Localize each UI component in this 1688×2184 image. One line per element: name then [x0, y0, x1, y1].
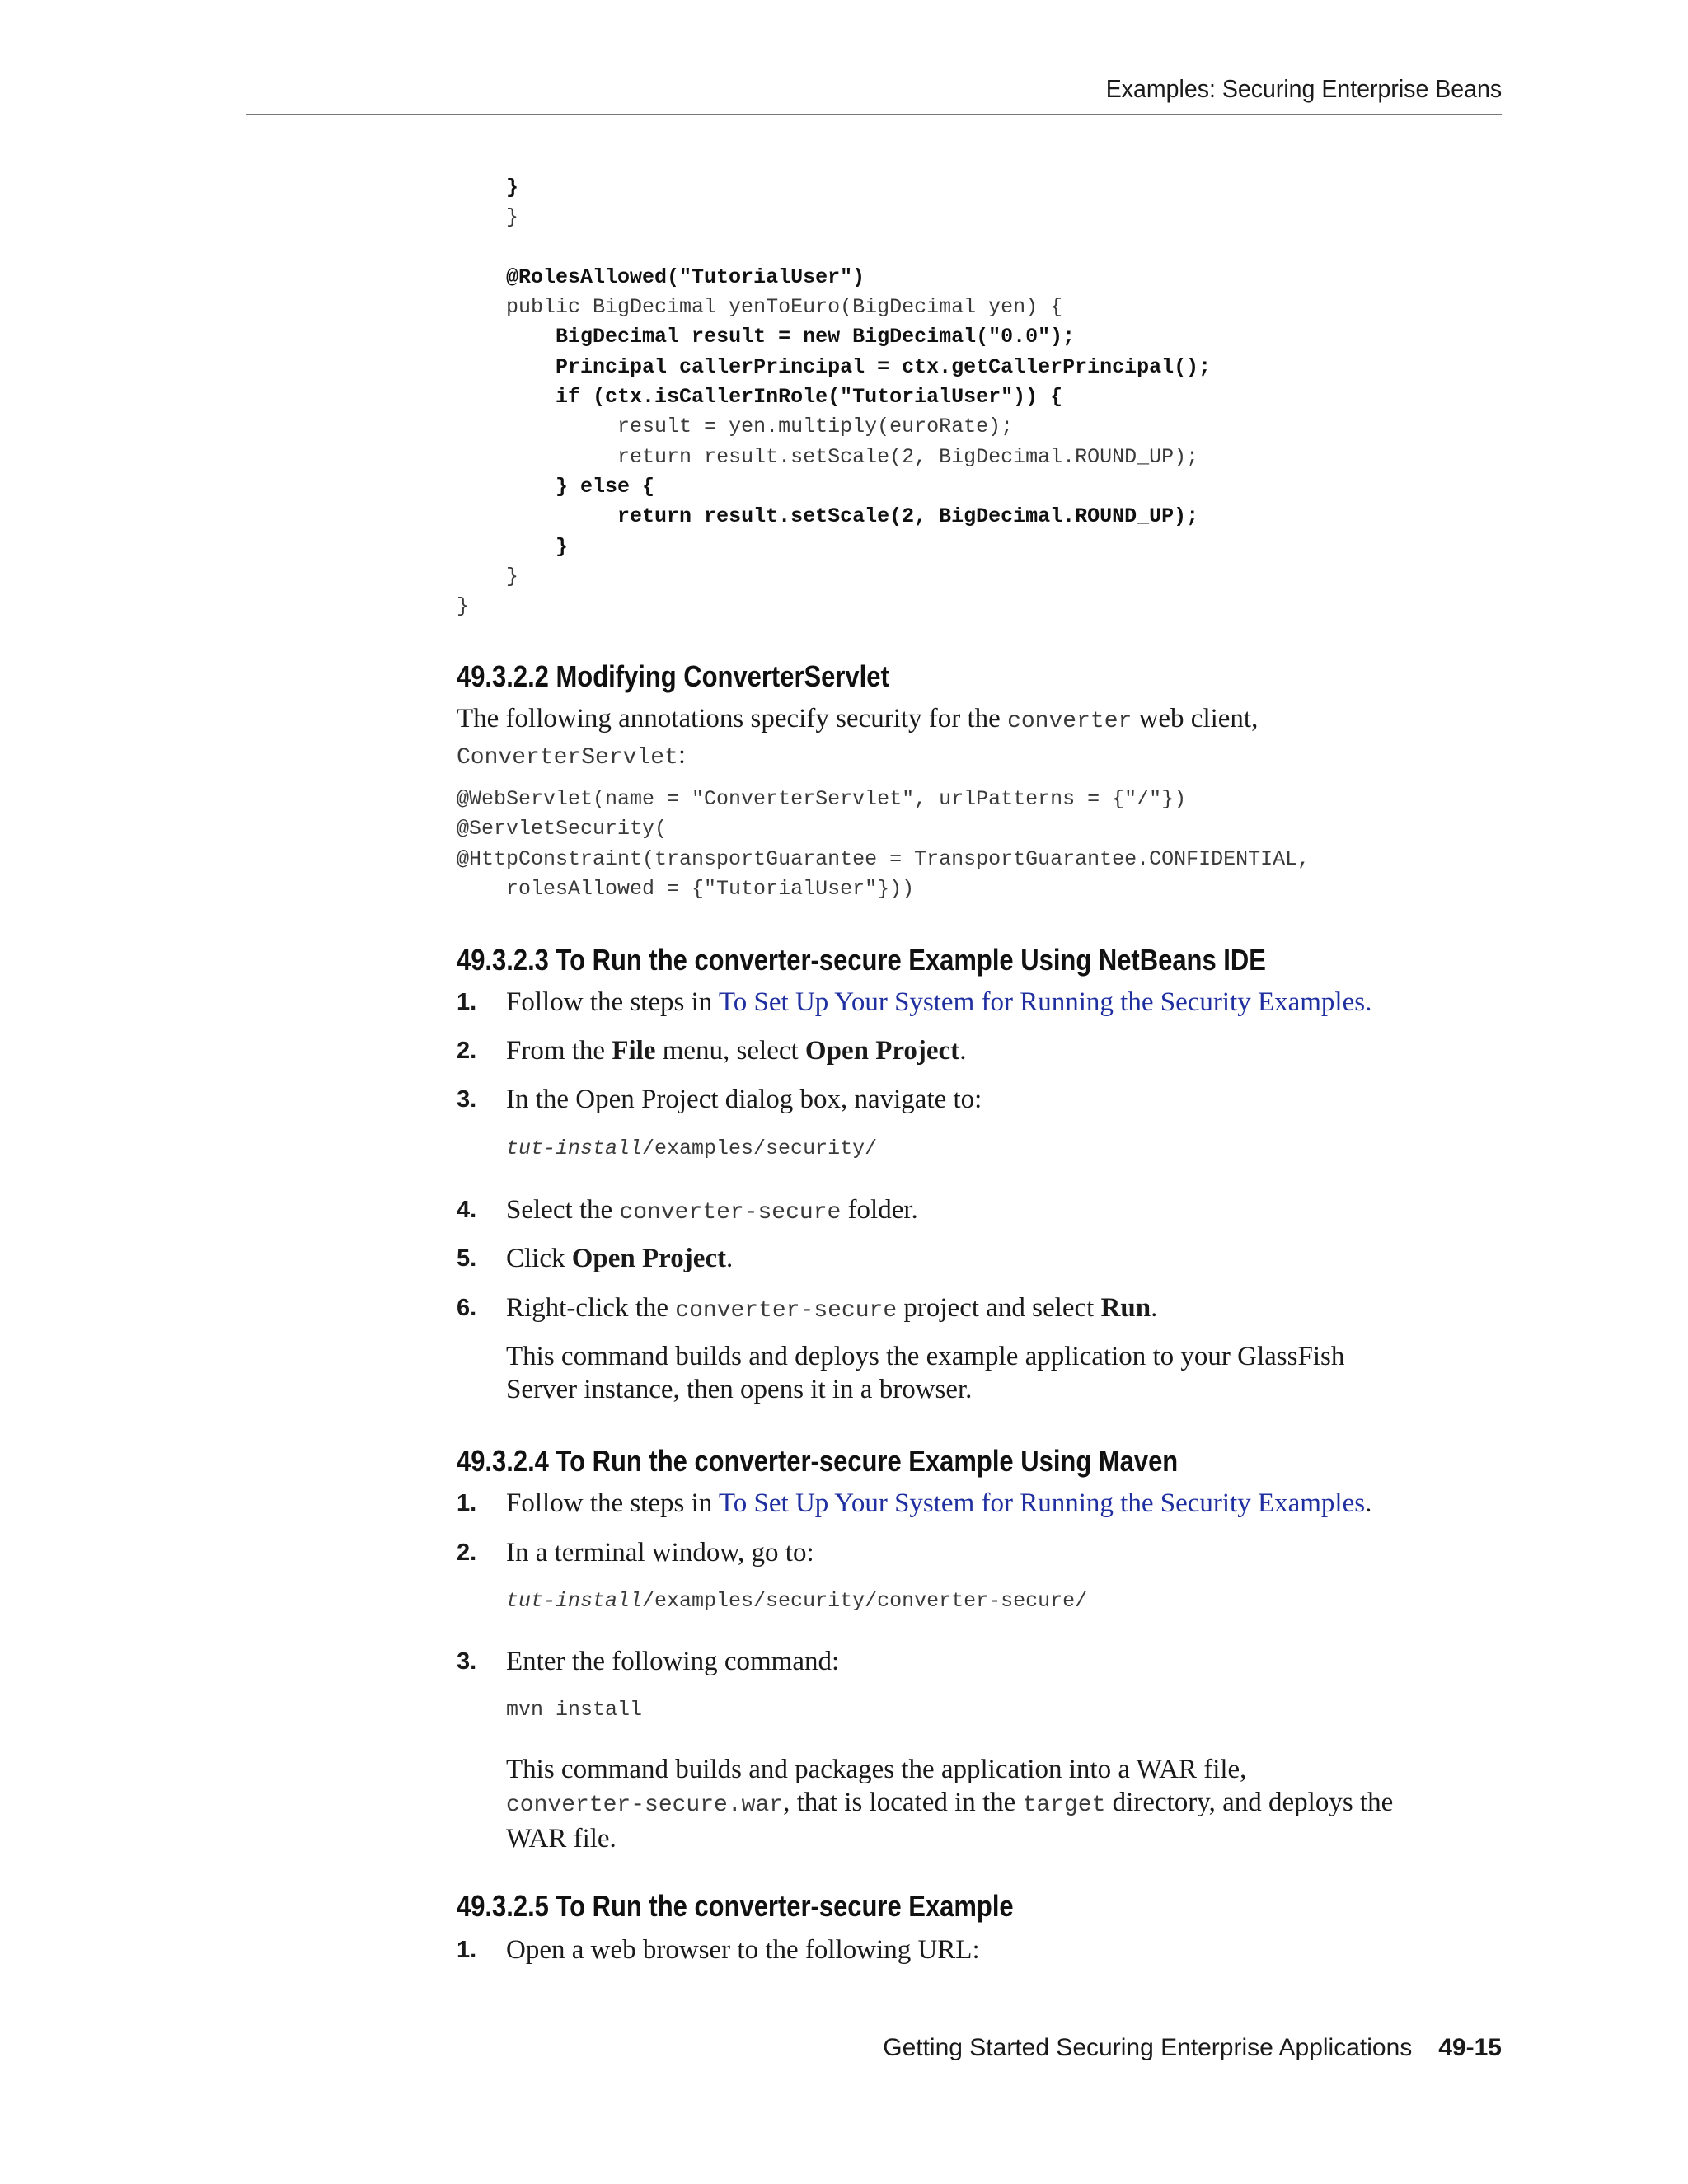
- step-number: 1.: [457, 989, 477, 1015]
- code-line: BigDecimal result = new BigDecimal("0.0");: [556, 325, 1076, 349]
- code-line: [457, 176, 506, 199]
- command-code: mvn install: [506, 1698, 643, 1722]
- section-heading-run-example: 49.3.2.5 To Run the converter-secure Example: [457, 1889, 1014, 1923]
- header-title: Examples: Securing Enterprise Beans: [1105, 74, 1502, 103]
- code-line: }: [506, 205, 519, 230]
- code-line: return result.setScale(2, BigDecimal.ROUND_UP);: [617, 504, 1199, 529]
- step-number: 1.: [457, 1937, 477, 1963]
- code-line: if (ctx.isCallerInRole("TutorialUser")) {: [556, 385, 1063, 410]
- section-heading-maven: 49.3.2.4 To Run the converter-secure Example Using Maven: [457, 1444, 1179, 1478]
- footer-title: Getting Started Securing Enterprise Applications: [883, 2034, 1413, 2061]
- section-intro: The following annotations specify security for the converter web client, ConverterServlet:: [457, 704, 1259, 771]
- page-number: 49-15: [1438, 2034, 1502, 2061]
- step-number: 5.: [457, 1245, 477, 1272]
- step-text: Open a web browser to the following URL:: [506, 1935, 980, 1965]
- running-header: [246, 74, 1502, 115]
- code-line: [457, 205, 506, 229]
- page-footer: [883, 2034, 1502, 2062]
- code-line: @HttpConstraint(transportGuarantee = TransportGuarantee.CONFIDENTIAL,: [457, 846, 1311, 871]
- code-line: return result.setScale(2, BigDecimal.ROUND_UP);: [617, 444, 1199, 469]
- code-line: }: [506, 176, 519, 199]
- section-heading-modifying-converterservlet: 49.3.2.2 Modifying ConverterServlet: [457, 659, 889, 693]
- code-line: }: [457, 594, 470, 619]
- code-line: @ServletSecurity(: [457, 817, 668, 841]
- code-line: @RolesAllowed("TutorialUser"): [506, 265, 865, 289]
- step-text: Right-click the converter-secure project and select Run.: [506, 1293, 1158, 1324]
- code-line: public BigDecimal yenToEuro(BigDecimal yen) {: [506, 295, 1063, 320]
- code-line: result = yen.multiply(euroRate);: [617, 415, 1014, 439]
- step-number: 4.: [457, 1197, 477, 1223]
- step-note: This command builds and packages the application into a WAR file, converter-secure.war, that is located in the target directory, and deploys the WAR file.: [506, 1755, 1394, 1854]
- code-line: } else {: [556, 474, 655, 499]
- setup-system-link[interactable]: To Set Up Your System for Running the Security Examples.: [718, 987, 1372, 1017]
- step-text: In a terminal window, go to:: [506, 1538, 814, 1568]
- step-text: Click Open Project.: [506, 1244, 734, 1273]
- code-line: }: [506, 564, 519, 588]
- path-code: tut-install/examples/security/: [506, 1137, 878, 1160]
- step-text: Select the converter-secure folder.: [506, 1195, 918, 1226]
- setup-system-link[interactable]: To Set Up Your System for Running the Security Examples: [718, 1488, 1366, 1518]
- code-line: rolesAllowed = {"TutorialUser"})): [457, 876, 915, 901]
- step-number: 1.: [457, 1490, 477, 1516]
- step-text: Follow the steps in To Set Up Your System for Running the Security Examples.: [506, 987, 1372, 1017]
- code-line: [457, 265, 506, 289]
- code-block-top: [457, 173, 1211, 621]
- step-number: 6.: [457, 1295, 477, 1321]
- code-line: }: [556, 534, 569, 559]
- step-text: From the File menu, select Open Project.: [506, 1036, 967, 1066]
- step-number: 2.: [457, 1540, 477, 1566]
- step-number: 2.: [457, 1038, 477, 1064]
- section-heading-netbeans: 49.3.2.3 To Run the converter-secure Example Using NetBeans IDE: [457, 943, 1266, 977]
- step-number: 3.: [457, 1086, 477, 1113]
- code-line: Principal callerPrincipal = ctx.getCallerPrincipal();: [556, 354, 1212, 379]
- step-text: Enter the following command:: [506, 1647, 840, 1676]
- step-number: 3.: [457, 1648, 477, 1675]
- step-text: Follow the steps in To Set Up Your System for Running the Security Examples.: [506, 1488, 1372, 1518]
- code-block-servlet: [457, 785, 1310, 904]
- step-text: In the Open Project dialog box, navigate to:: [506, 1085, 982, 1114]
- path-code: tut-install/examples/security/converter-secure/: [506, 1589, 1088, 1613]
- step-note: This command builds and deploys the example application to your GlassFish Server instance, then opens it in a browser.: [506, 1342, 1345, 1404]
- code-line: @WebServlet(name = "ConverterServlet", urlPatterns = {"/"}): [457, 787, 1187, 811]
